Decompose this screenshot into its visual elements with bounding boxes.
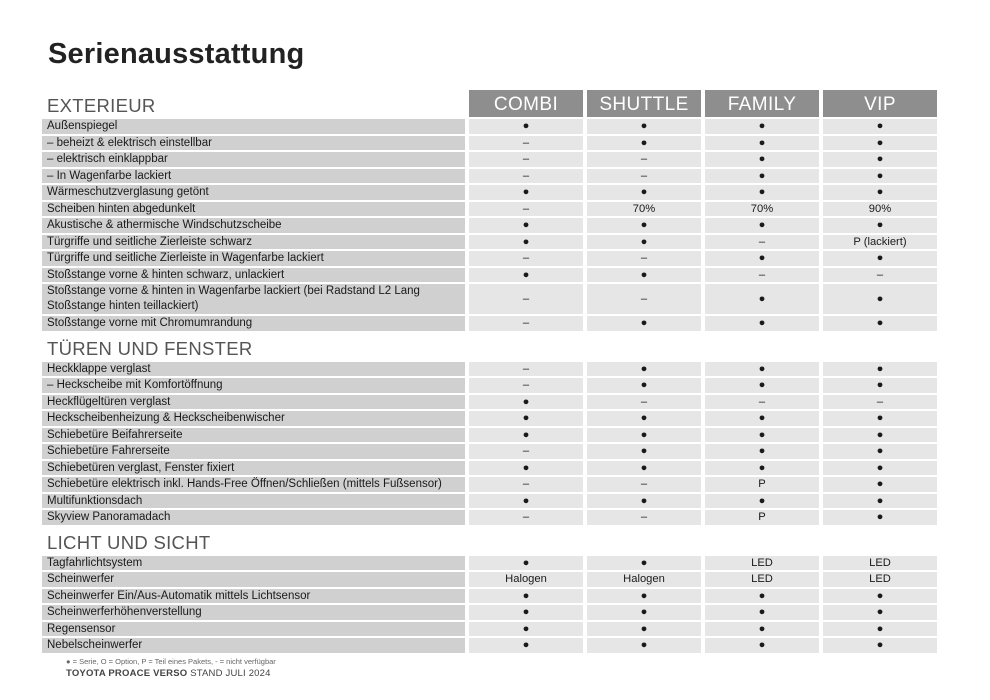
cell-vip: ●	[823, 510, 937, 525]
table-row	[42, 316, 942, 331]
cell-vip: LED	[823, 572, 937, 587]
cell-combi: –	[469, 152, 583, 167]
cell-family: ●	[705, 622, 819, 637]
cell-combi: ●	[469, 411, 583, 426]
row-label: Scheinwerfer	[42, 572, 465, 587]
cell-combi: ●	[469, 461, 583, 476]
table-row	[42, 251, 942, 266]
page-title: Serienausstattung	[48, 38, 305, 70]
cell-shuttle: ●	[587, 362, 701, 377]
cell-vip: ●	[823, 622, 937, 637]
cell-shuttle: ●	[587, 119, 701, 134]
cell-shuttle: ●	[587, 218, 701, 233]
section-header-spacer	[469, 527, 583, 554]
row-label: – Heckscheibe mit Komfortöffnung	[42, 378, 465, 393]
cell-family: LED	[705, 572, 819, 587]
cell-combi: ●	[469, 235, 583, 250]
section-header-spacer	[705, 527, 819, 554]
row-label: Akustische & athermische Windschutzscheibe	[42, 218, 465, 233]
row-label: Schiebetüren verglast, Fenster fixiert	[42, 461, 465, 476]
row-label: Skyview Panoramadach	[42, 510, 465, 525]
cell-vip: ●	[823, 378, 937, 393]
cell-combi: ●	[469, 638, 583, 653]
cell-vip: ●	[823, 362, 937, 377]
cell-family: P	[705, 510, 819, 525]
cell-family: LED	[705, 556, 819, 571]
cell-shuttle: ●	[587, 605, 701, 620]
cell-vip: 90%	[823, 202, 937, 217]
footer-stand: STAND JULI 2024	[190, 668, 271, 679]
cell-combi: ●	[469, 218, 583, 233]
cell-vip: ●	[823, 444, 937, 459]
cell-combi: ●	[469, 622, 583, 637]
cell-shuttle: ●	[587, 638, 701, 653]
table-row	[42, 202, 942, 217]
cell-shuttle: –	[587, 284, 701, 314]
cell-combi: ●	[469, 605, 583, 620]
table-row	[42, 461, 942, 476]
cell-shuttle: ●	[587, 268, 701, 283]
cell-shuttle: ●	[587, 556, 701, 571]
table-row	[42, 362, 942, 377]
cell-shuttle: –	[587, 169, 701, 184]
cell-shuttle: ●	[587, 494, 701, 509]
cell-family: ●	[705, 605, 819, 620]
cell-family: P	[705, 477, 819, 492]
cell-combi: ●	[469, 428, 583, 443]
table-row	[42, 235, 942, 250]
cell-combi: ●	[469, 494, 583, 509]
cell-family: ●	[705, 185, 819, 200]
table-row	[42, 268, 942, 283]
cell-vip: P (lackiert)	[823, 235, 937, 250]
row-label: – elektrisch einklappbar	[42, 152, 465, 167]
row-label: Tagfahrlichtsystem	[42, 556, 465, 571]
table-row	[42, 556, 942, 571]
footer	[66, 668, 271, 679]
section-header-spacer	[587, 333, 701, 360]
cell-combi: Halogen	[469, 572, 583, 587]
cell-combi: ●	[469, 119, 583, 134]
cell-combi: ●	[469, 556, 583, 571]
cell-shuttle: –	[587, 510, 701, 525]
cell-vip: ●	[823, 251, 937, 266]
table-row	[42, 510, 942, 525]
row-label: Nebelscheinwerfer	[42, 638, 465, 653]
row-label: – beheizt & elektrisch einstellbar	[42, 136, 465, 151]
section-header	[42, 333, 942, 360]
cell-shuttle: –	[587, 395, 701, 410]
cell-shuttle: ●	[587, 444, 701, 459]
cell-combi: –	[469, 169, 583, 184]
cell-vip: –	[823, 268, 937, 283]
cell-shuttle: ●	[587, 461, 701, 476]
row-label: Regensensor	[42, 622, 465, 637]
section-header-spacer	[823, 333, 937, 360]
cell-family: ●	[705, 378, 819, 393]
cell-combi: –	[469, 444, 583, 459]
table-row	[42, 605, 942, 620]
cell-family: ●	[705, 494, 819, 509]
cell-family: ●	[705, 638, 819, 653]
cell-family: ●	[705, 284, 819, 314]
cell-combi: ●	[469, 268, 583, 283]
cell-combi: –	[469, 362, 583, 377]
table-row	[42, 152, 942, 167]
table-row	[42, 136, 942, 151]
cell-combi: –	[469, 251, 583, 266]
row-label: Schiebetüre Beifahrerseite	[42, 428, 465, 443]
cell-family: ●	[705, 218, 819, 233]
cell-shuttle: –	[587, 152, 701, 167]
cell-shuttle: ●	[587, 589, 701, 604]
cell-vip: LED	[823, 556, 937, 571]
cell-vip: ●	[823, 218, 937, 233]
table-row	[42, 589, 942, 604]
section-title: TÜREN UND FENSTER	[47, 337, 253, 359]
table-row	[42, 428, 942, 443]
cell-vip: ●	[823, 461, 937, 476]
cell-vip: ●	[823, 605, 937, 620]
cell-family: ●	[705, 589, 819, 604]
section-header-spacer	[823, 527, 937, 554]
cell-family: ●	[705, 411, 819, 426]
cell-combi: –	[469, 136, 583, 151]
section-title: EXTERIEUR	[47, 95, 156, 116]
cell-family: ●	[705, 362, 819, 377]
cell-vip: ●	[823, 185, 937, 200]
column-header-vip: VIP	[823, 90, 937, 117]
cell-shuttle: ●	[587, 411, 701, 426]
row-label: – In Wagenfarbe lackiert	[42, 169, 465, 184]
footer-brand: TOYOTA PROACE VERSO	[66, 668, 188, 679]
cell-vip: ●	[823, 119, 937, 134]
table-row	[42, 477, 942, 492]
cell-family: –	[705, 268, 819, 283]
row-label: Heckflügeltüren verglast	[42, 395, 465, 410]
row-label: Türgriffe und seitliche Zierleiste schwarz	[42, 235, 465, 250]
cell-family: –	[705, 395, 819, 410]
row-label: Schiebetüre elektrisch inkl. Hands-Free Öffnen/Schließen (mittels Fußsensor)	[42, 477, 465, 492]
cell-shuttle: Halogen	[587, 572, 701, 587]
row-label: Heckscheibenheizung & Heckscheibenwischer	[42, 411, 465, 426]
cell-family: ●	[705, 444, 819, 459]
cell-shuttle: 70%	[587, 202, 701, 217]
section-title: LICHT UND SICHT	[47, 531, 211, 553]
cell-vip: ●	[823, 638, 937, 653]
cell-shuttle: ●	[587, 185, 701, 200]
cell-combi: –	[469, 316, 583, 331]
table-row	[42, 411, 942, 426]
table-row	[42, 638, 942, 653]
table-row	[42, 185, 942, 200]
cell-family: ●	[705, 136, 819, 151]
row-label: Heckklappe verglast	[42, 362, 465, 377]
cell-shuttle: ●	[587, 136, 701, 151]
table-row	[42, 572, 942, 587]
cell-combi: –	[469, 284, 583, 314]
row-label: Wärmeschutzverglasung getönt	[42, 185, 465, 200]
table-row	[42, 622, 942, 637]
row-label: Schiebetüre Fahrerseite	[42, 444, 465, 459]
cell-vip: ●	[823, 169, 937, 184]
table-row	[42, 494, 942, 509]
cell-vip: ●	[823, 428, 937, 443]
row-label: Scheinwerferhöhenverstellung	[42, 605, 465, 620]
table-row	[42, 444, 942, 459]
row-label: Scheinwerfer Ein/Aus-Automatik mittels Lichtsensor	[42, 589, 465, 604]
cell-family: ●	[705, 119, 819, 134]
cell-combi: –	[469, 378, 583, 393]
column-header-family: FAMILY	[705, 90, 819, 117]
table-row	[42, 218, 942, 233]
cell-vip: ●	[823, 316, 937, 331]
cell-vip: ●	[823, 136, 937, 151]
section-header	[42, 527, 942, 554]
table-row	[42, 119, 942, 134]
cell-shuttle: ●	[587, 378, 701, 393]
row-label: Stoßstange vorne & hinten in Wagenfarbe lackiert (bei Radstand L2 Lang Stoßstange hinten teillackiert)	[42, 284, 465, 314]
cell-shuttle: ●	[587, 622, 701, 637]
row-label: Türgriffe und seitliche Zierleiste in Wagenfarbe lackiert	[42, 251, 465, 266]
column-header-combi: COMBI	[469, 90, 583, 117]
cell-family: 70%	[705, 202, 819, 217]
cell-shuttle: ●	[587, 316, 701, 331]
row-label: Multifunktionsdach	[42, 494, 465, 509]
cell-combi: ●	[469, 589, 583, 604]
table-row	[42, 378, 942, 393]
cell-family: ●	[705, 152, 819, 167]
cell-shuttle: ●	[587, 428, 701, 443]
cell-combi: –	[469, 510, 583, 525]
cell-vip: ●	[823, 494, 937, 509]
spec-table	[42, 90, 942, 655]
row-label: Stoßstange vorne mit Chromumrandung	[42, 316, 465, 331]
row-label: Scheiben hinten abgedunkelt	[42, 202, 465, 217]
row-label: Stoßstange vorne & hinten schwarz, unlackiert	[42, 268, 465, 283]
cell-family: ●	[705, 169, 819, 184]
cell-combi: –	[469, 202, 583, 217]
cell-family: ●	[705, 251, 819, 266]
cell-family: –	[705, 235, 819, 250]
cell-vip: ●	[823, 411, 937, 426]
table-row	[42, 395, 942, 410]
column-header-shuttle: SHUTTLE	[587, 90, 701, 117]
cell-family: ●	[705, 461, 819, 476]
row-label: Außenspiegel	[42, 119, 465, 134]
cell-family: ●	[705, 316, 819, 331]
cell-shuttle: –	[587, 477, 701, 492]
cell-vip: –	[823, 395, 937, 410]
section-header-spacer	[587, 527, 701, 554]
legend: ● = Serie, O = Option, P = Teil eines Pakets, - = nicht verfügbar	[66, 657, 276, 666]
cell-vip: ●	[823, 152, 937, 167]
cell-vip: ●	[823, 477, 937, 492]
section-header-spacer	[469, 333, 583, 360]
cell-combi: ●	[469, 395, 583, 410]
cell-family: ●	[705, 428, 819, 443]
cell-vip: ●	[823, 589, 937, 604]
table-row	[42, 284, 942, 314]
cell-combi: –	[469, 477, 583, 492]
section-header	[42, 90, 942, 117]
section-header-spacer	[705, 333, 819, 360]
cell-shuttle: –	[587, 251, 701, 266]
cell-shuttle: ●	[587, 235, 701, 250]
cell-vip: ●	[823, 284, 937, 314]
table-row	[42, 169, 942, 184]
cell-combi: ●	[469, 185, 583, 200]
